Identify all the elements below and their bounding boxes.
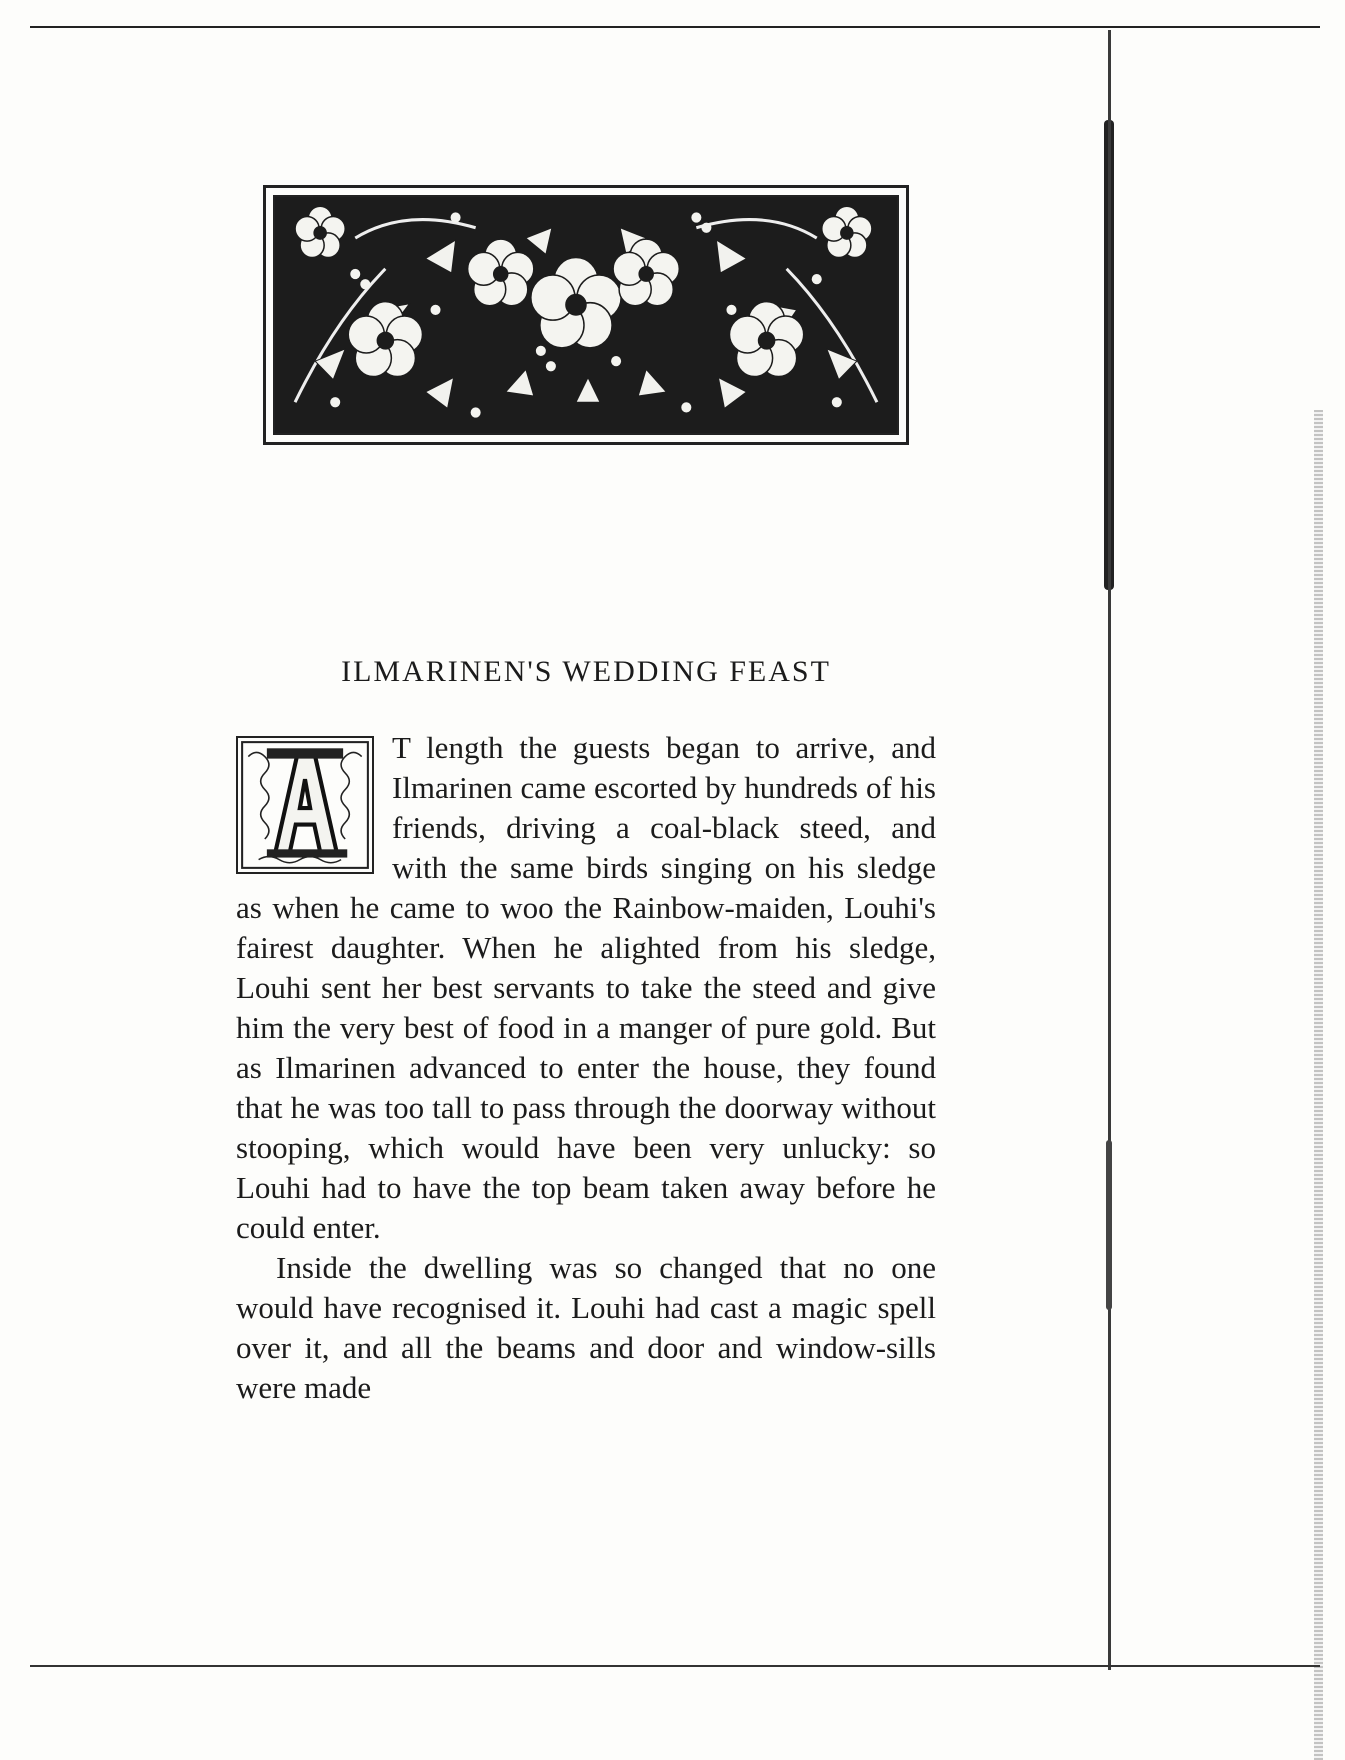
bottom-rule [30, 1665, 1320, 1667]
chapter-title: ILMARINEN'S WEDDING FEAST [341, 655, 831, 688]
body-text [236, 728, 936, 1408]
paragraph: T length the guests began to arrive, and Ilmarinen came escorted by hundreds of his friends, driving a coal-black steed, and with the same birds singing on his sledge as when he came to woo the Rainbow-maiden, Louhi's fairest daughter. When he alighted from his sledge, Louhi sent her best servants to take the steed and give him the very best of food in a manger of pure gold. But as Ilmarinen advanced to enter the house, they found that he was too tall to pass through the doorway without stooping, which would have been very unlucky: so Louhi had to have the top beam taken away before he could enter. [236, 730, 936, 1245]
floral-headpiece-icon [263, 185, 909, 445]
binding-shadow-lower [1106, 1140, 1112, 1310]
page-edge-strip [1314, 410, 1323, 1760]
page-gutter-line [1108, 30, 1111, 1670]
ornamental-letter-a-icon [236, 736, 374, 874]
top-rule [30, 26, 1320, 28]
paragraph: Inside the dwelling was so changed that no one would have recognised it. Louhi had cast a magic spell over it, and all the beams and door and window-sills were made [236, 1250, 936, 1405]
